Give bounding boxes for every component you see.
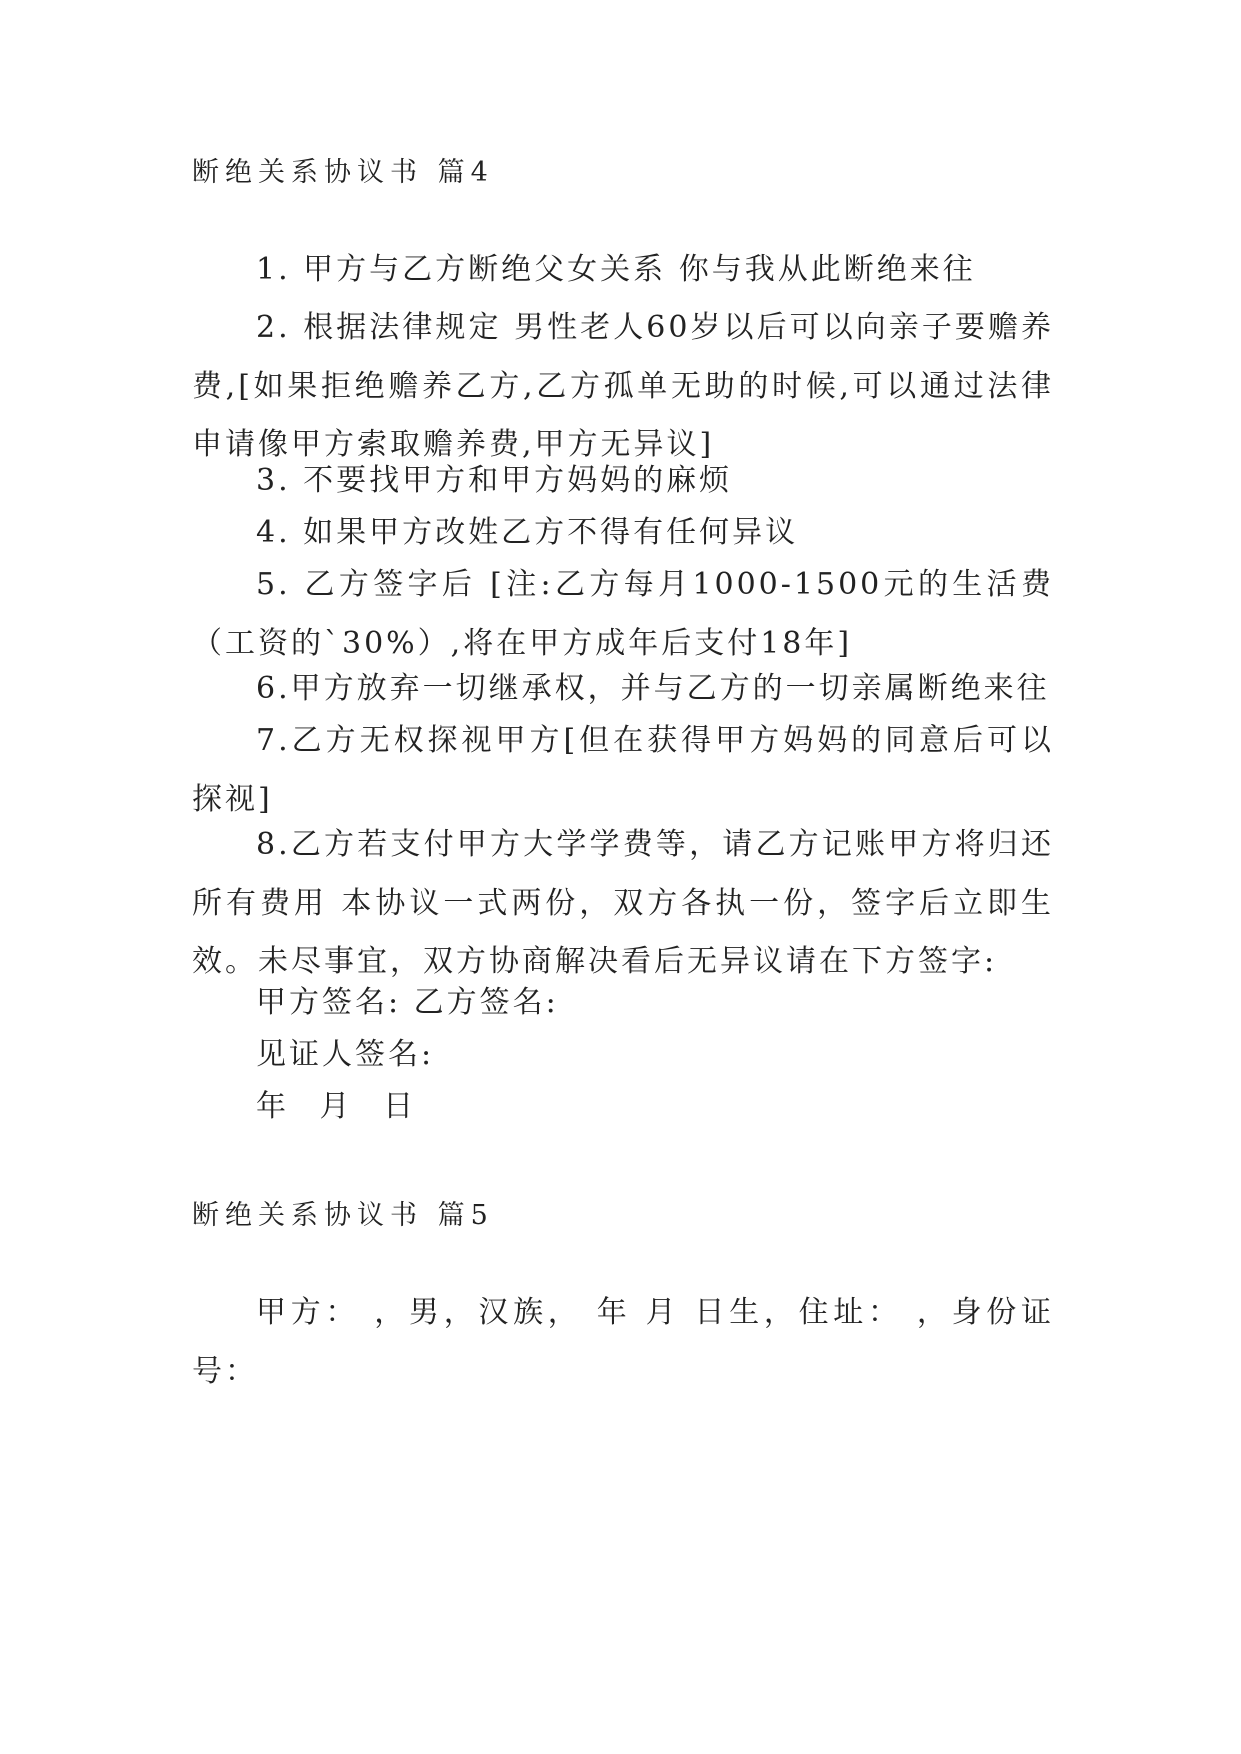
section-title: 断绝关系协议书 篇5 [192, 1200, 494, 1231]
party-signatures: 甲方签名: 乙方签名: [256, 985, 559, 1020]
clause-7: 7.乙方无权探视甲方[但在获得甲方妈妈的同意后可以探视] [192, 723, 1054, 817]
clause-5: 5. 乙方签字后 [注:乙方每月1000-1500元的生活费（工资的`30%）,将在甲方成年后支付18年] [192, 567, 1054, 661]
clause-6: 6.甲方放弃一切继承权，并与乙方的一切亲属断绝来往 [256, 671, 1050, 706]
clause-1: 1. 甲方与乙方断绝父女关系 你与我从此断绝来往 [256, 252, 976, 287]
clause-3: 3. 不要找甲方和甲方妈妈的麻烦 [256, 463, 733, 498]
section-title: 断绝关系协议书 篇4 [192, 157, 494, 188]
clause-8: 8.乙方若支付甲方大学学费等，请乙方记账甲方将归还所有费用 本协议一式两份，双方各执一份，签字后立即生效。未尽事宜，双方协商解决看后无异议请在下方签字: [192, 827, 1054, 979]
clause-2: 2. 根据法律规定 男性老人60岁以后可以向亲子要赡养费,[如果拒绝赡养乙方,乙方孤单无助的时候,可以通过法律申请像甲方索取赡养费,甲方无异议] [192, 310, 1054, 462]
party-a-info: 甲方： ，男，汉族， 年 月 日生，住址： ，身份证号： [192, 1295, 1054, 1389]
signature-date: 年 月 日 [256, 1089, 426, 1124]
clause-4: 4. 如果甲方改姓乙方不得有任何异议 [256, 515, 799, 550]
witness-signature: 见证人签名: [256, 1037, 435, 1072]
